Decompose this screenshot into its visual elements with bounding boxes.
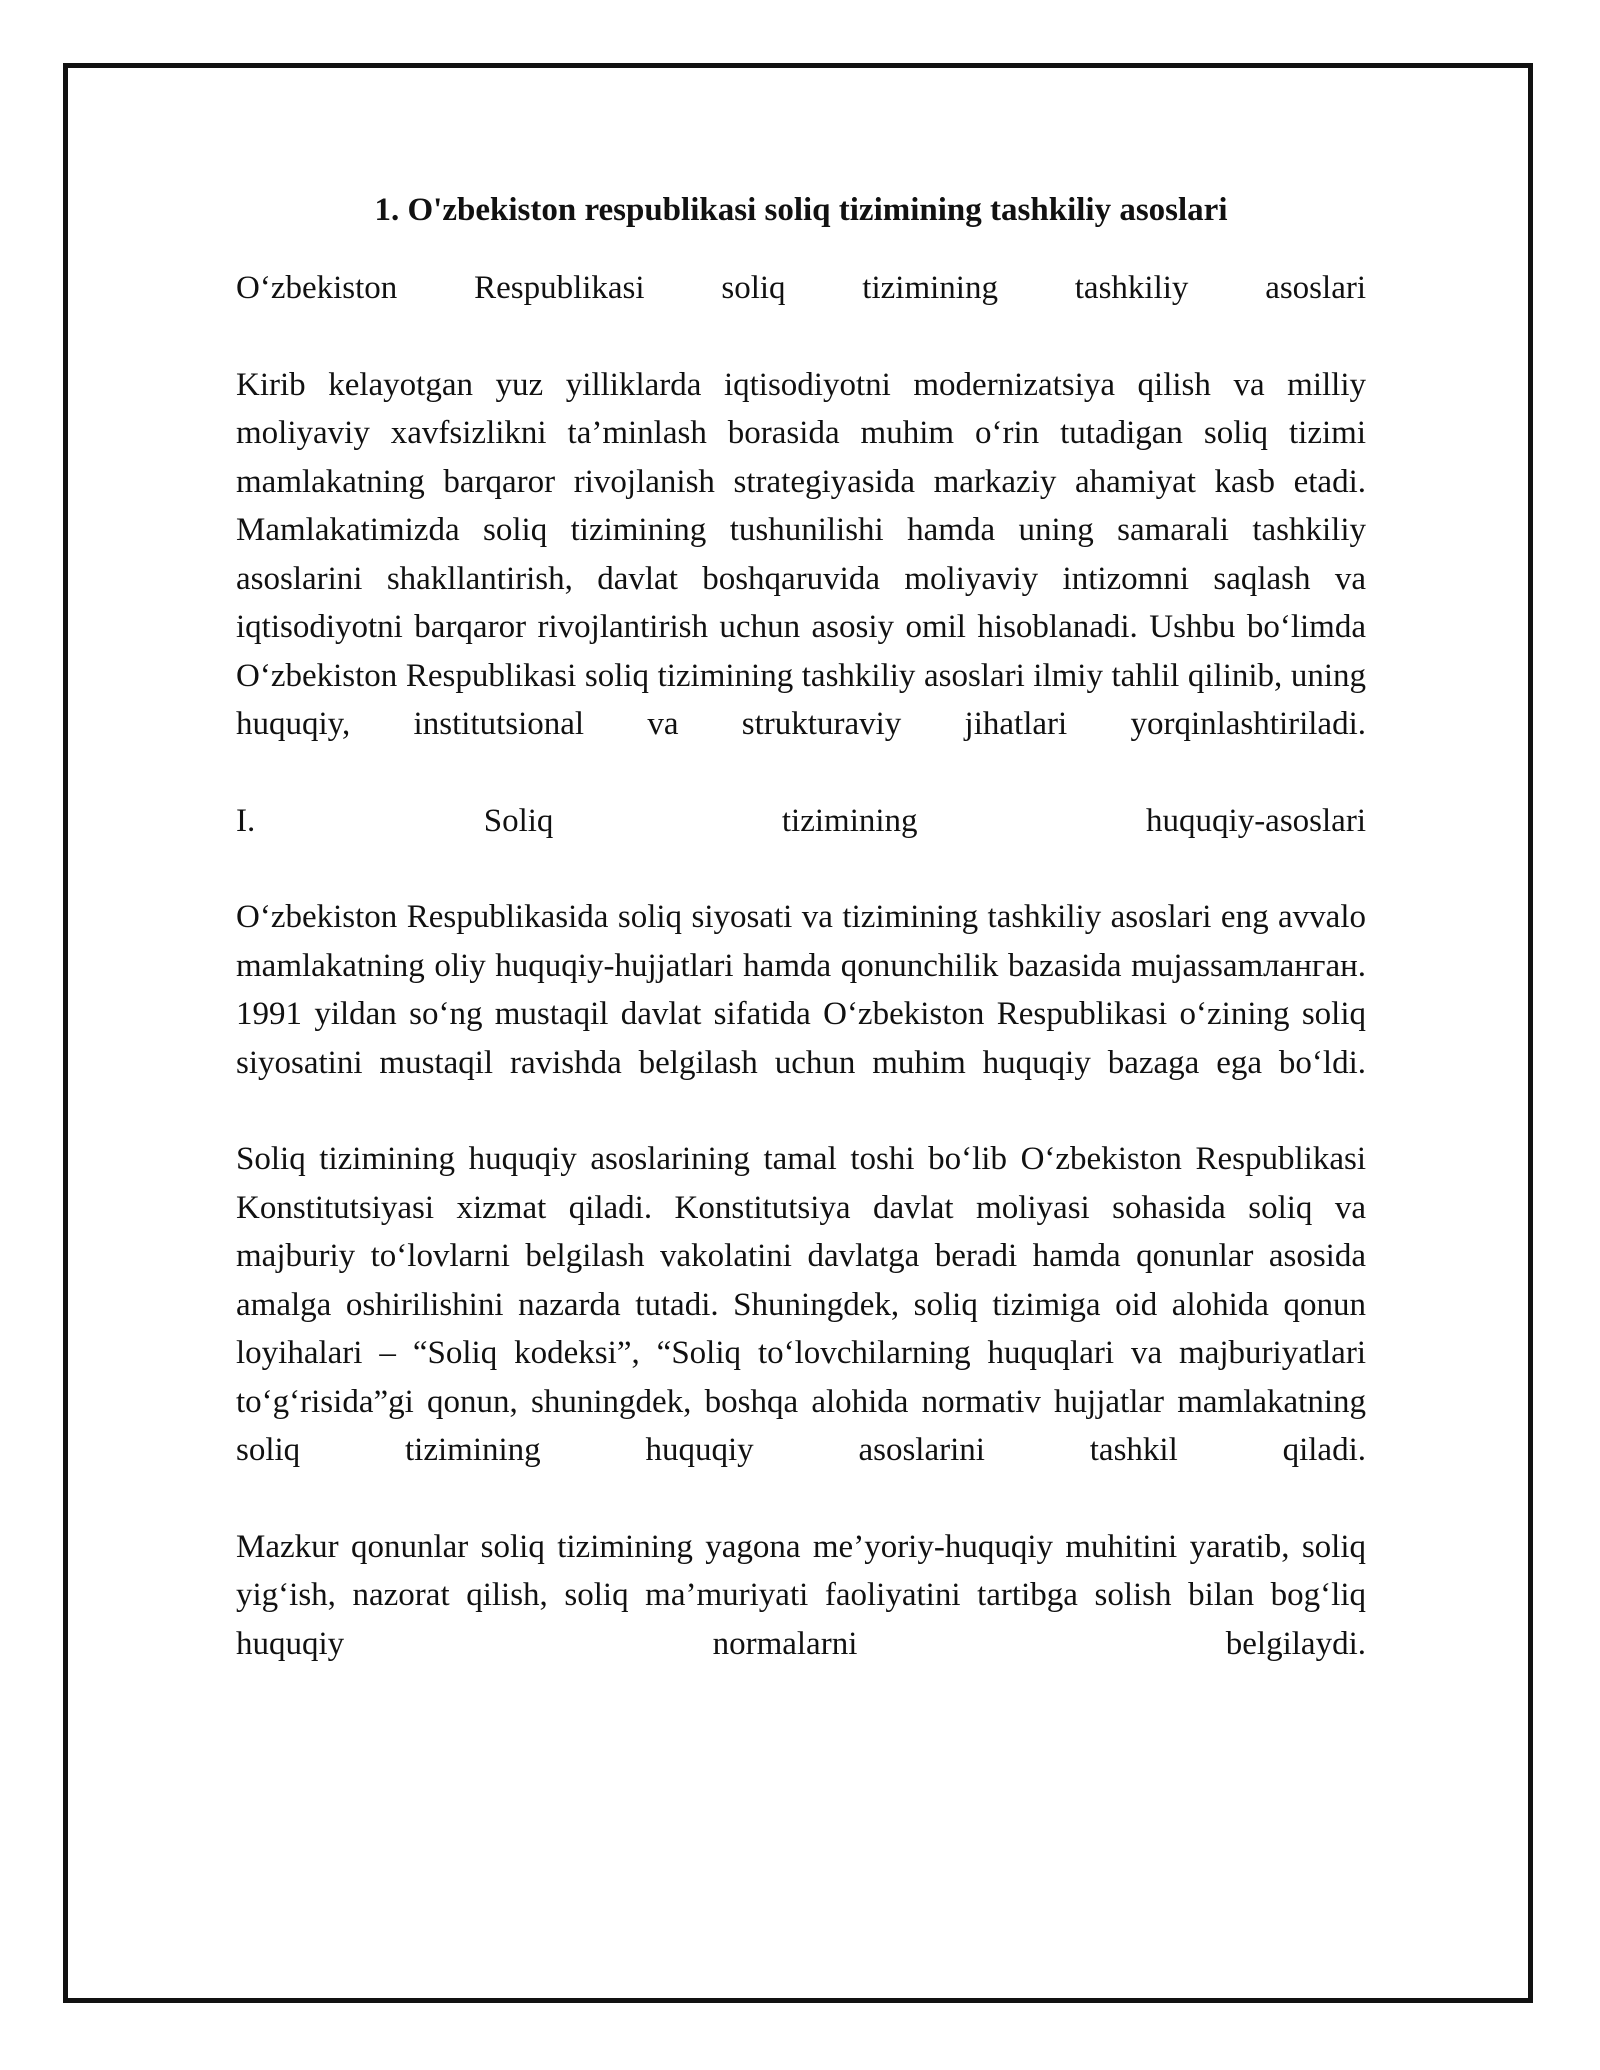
paragraph-subtitle: O‘zbekiston Respublikasi soliq tizimining tashkiliy asoslari: [236, 270, 1366, 306]
paragraph-intro: Kirib kelayotgan yuz yilliklarda iqtisodiyotni modernizatsiya qilish va milliy moliyaviy xavfsizlikni ta’minlash borasida muhim o‘rin tutadigan soliq tizimi mamlakatning barqaror rivojlanish strategiyasida markaziy ahamiyat kasb etadi. Mamlakatimizda soliq tizimining tushunilishi hamda uning samarali tashkiliy asoslarini shakllantirish, davlat boshqaruvida moliyaviy intizomni saqlash va iqtisodiyotni barqaror rivojlantirish uchun asosiy omil hisoblanadi. Ushbu bo‘limda O‘zbekiston Respublikasi soliq tizimining tashkiliy asoslari ilmiy tahlil qilinib, uning huquqiy, institutsional va strukturaviy jihatlari yorqinlashtiriladi.: [236, 366, 1366, 742]
paragraph-laws: Mazkur qonunlar soliq tizimining yagona me’yoriy-huquqiy muhitini yaratib, soliq yig‘ish, nazorat qilish, soliq ma’muriyati faoliyatini tartibga solish bilan bog‘liq huquqiy normalarni belgilaydi.: [236, 1528, 1366, 1662]
paragraph-legal-basis: O‘zbekiston Respublikasida soliq siyosati va tizimining tashkiliy asoslari eng avvalo mamlakatning oliy huquqiy-hujjatlari hamda qonunchilik bazasida mujassamланган. 1991 yildan so‘ng mustaqil davlat sifatida O‘zbekiston Respublikasi o‘zining soliq siyosatini mustaqil ravishda belgilash uchun muhim huquqiy bazaga ega bo‘ldi.: [236, 899, 1366, 1081]
document-title: 1. O'zbekiston respublikasi soliq tizimining tashkiliy asoslari: [374, 192, 1228, 228]
paragraph-constitution: Soliq tizimining huquqiy asoslarining tamal toshi bo‘lib O‘zbekiston Respublikasi Konstitutsiyasi xizmat qiladi. Konstitutsiya davlat moliyasi sohasida soliq va majburiy to‘lovlarni belgilash vakolatini davlatga beradi hamda qonunlar asosida amalga oshirilishini nazarda tutadi. Shuningdek, soliq tizimiga oid alohida qonun loyihalari – “Soliq kodeksi”, “Soliq to‘lovchilarning huquqlari va majburiyatlari to‘g‘risida”gi qonun, shuningdek, boshqa alohida normativ hujjatlar mamlakatning soliq tizimining huquqiy asoslarini tashkil qiladi.: [236, 1141, 1366, 1468]
document-body: [236, 186, 1366, 1716]
section-heading-legal-basis: I. Soliq tizimining huquqiy-asoslari: [236, 802, 1366, 839]
